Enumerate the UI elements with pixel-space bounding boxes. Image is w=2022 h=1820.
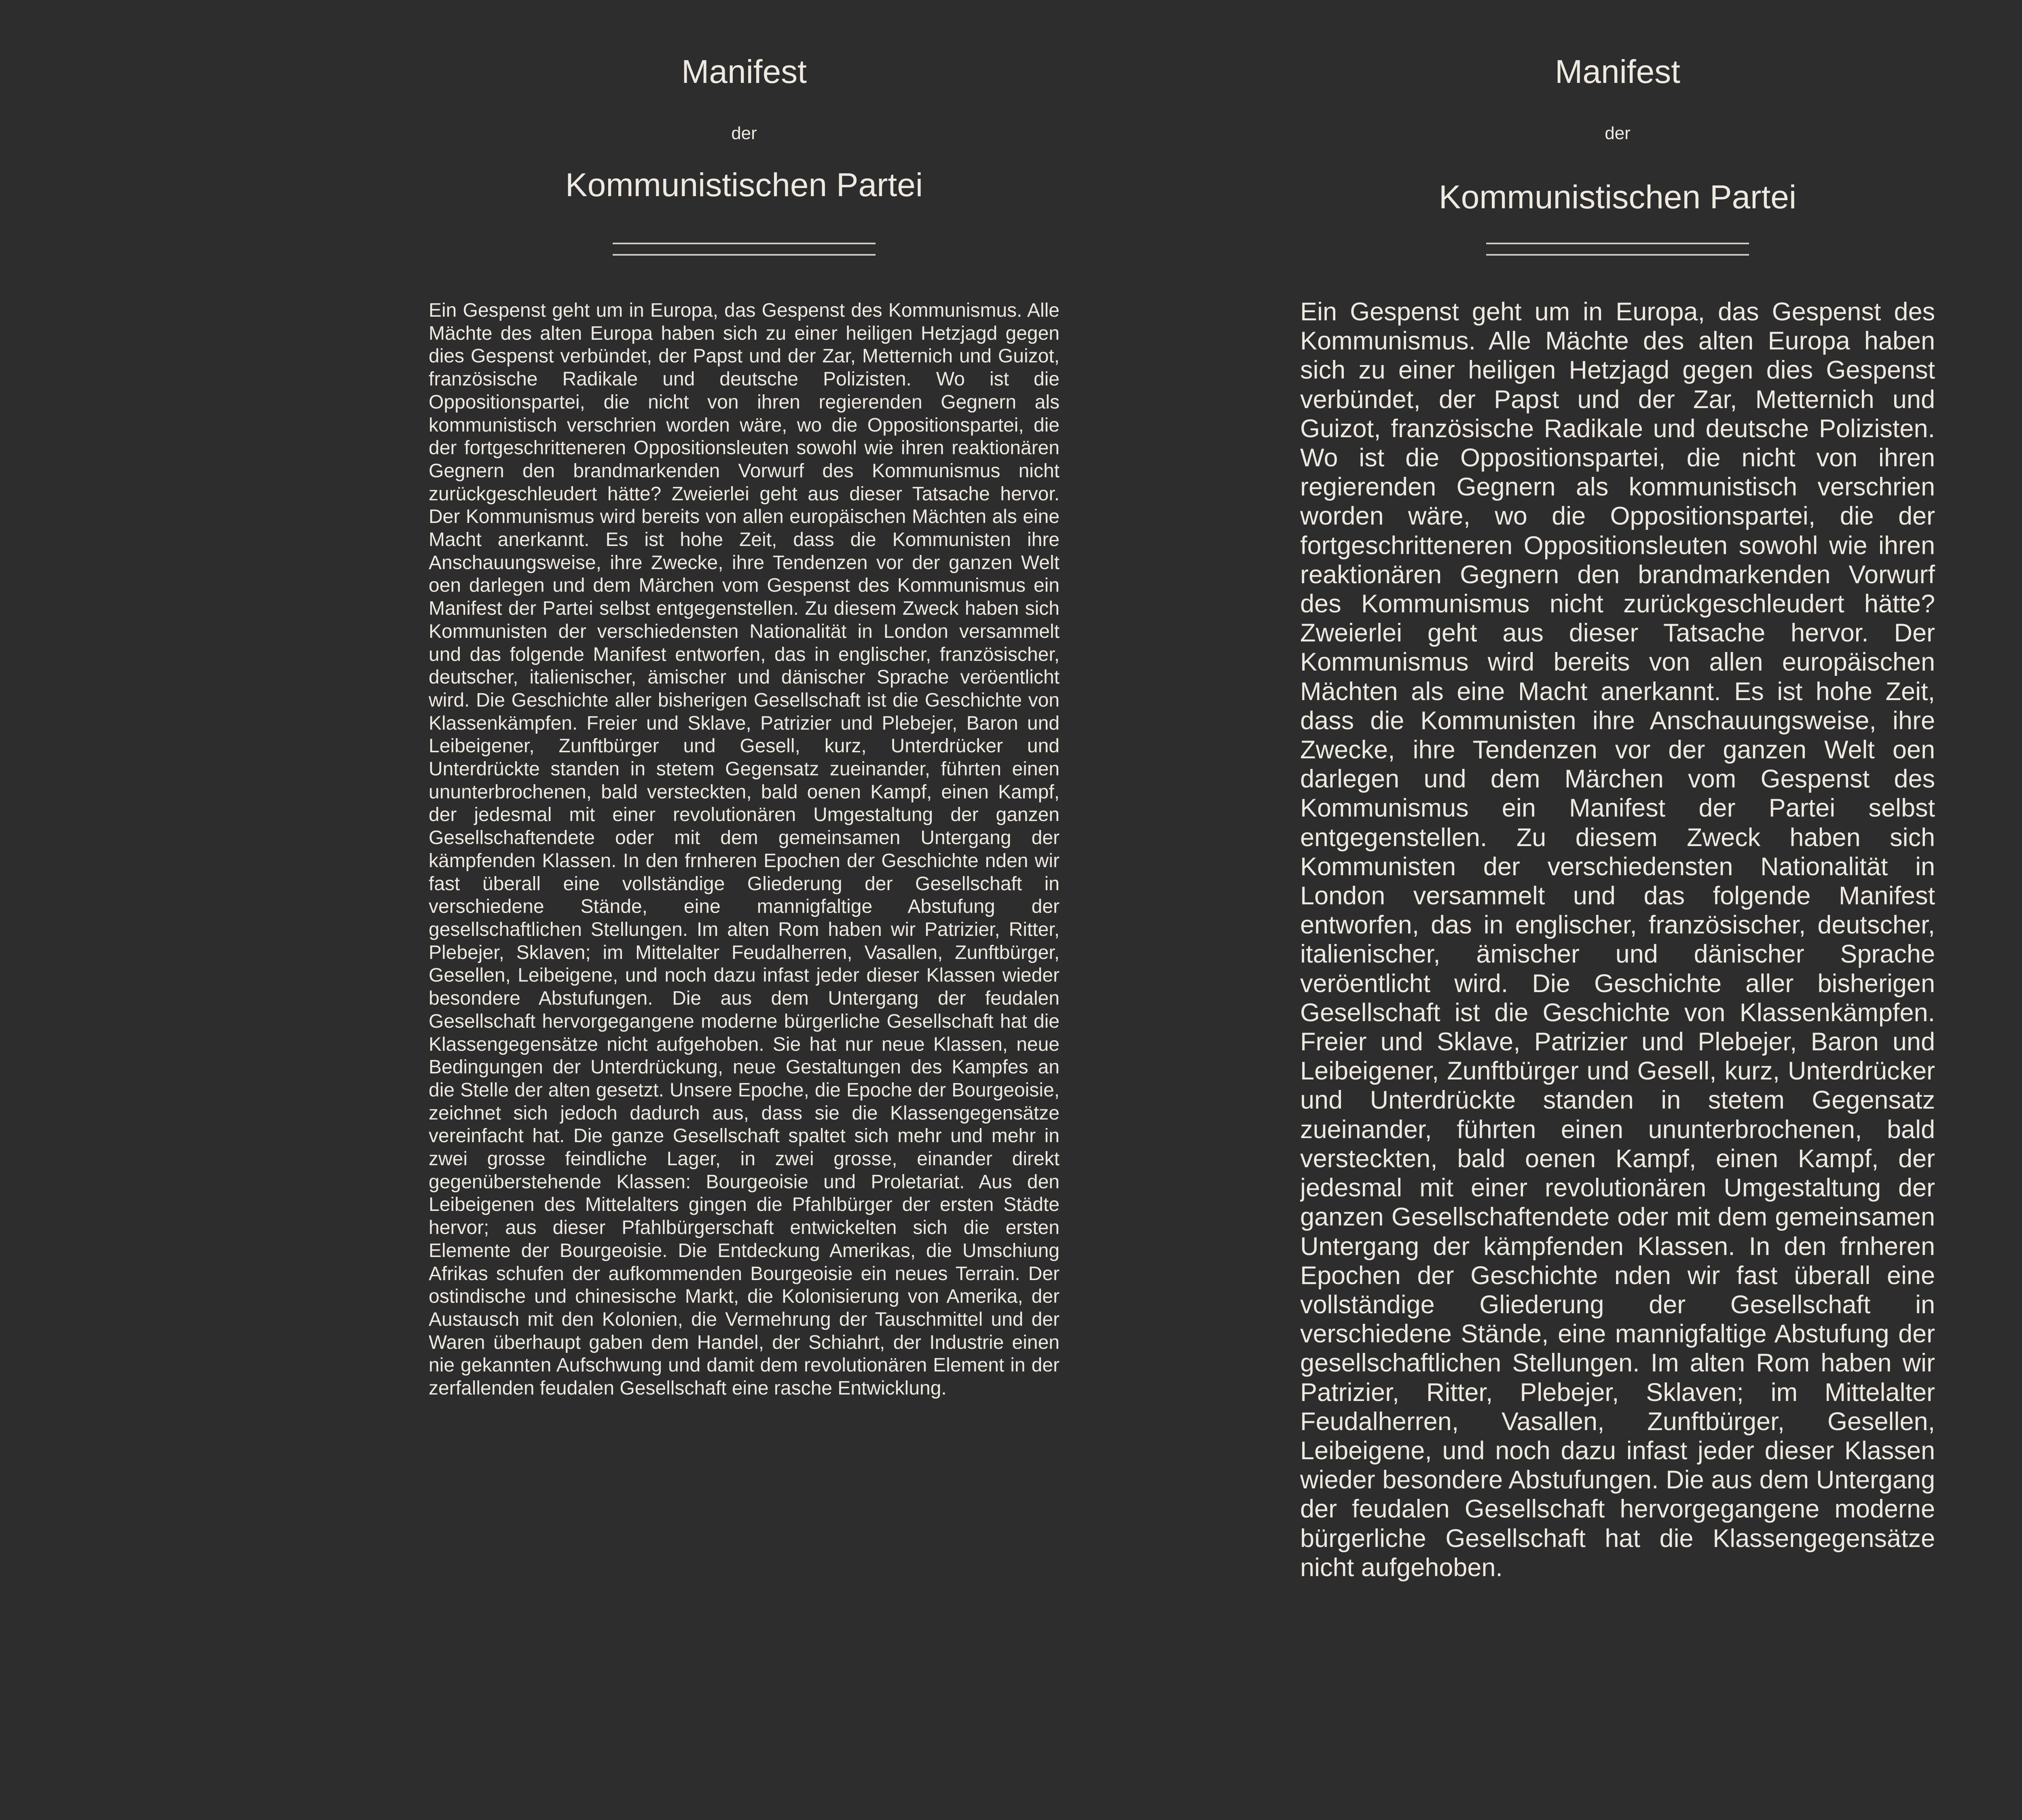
divider-rule-top [1486,243,1749,244]
divider-rule-bottom [613,254,876,256]
column-1 [429,0,1060,1820]
divider-rule-top [613,243,876,244]
body-text: Ein Gespenst geht um in Europa, das Gespenst des Kommunismus. Alle Mächte des alten Europa haben sich zu einer heiligen Hetzjagd gegen dies Gespenst verbündet, der Papst und der Zar, Metternich und Guizot, französische Radikale und deutsche Polizisten. Wo ist die Oppositionspartei, die nicht von ihren regierenden Gegnern als kommunistisch verschrien worden wäre, wo die Oppositionspartei, die der fortgeschritteneren Oppositionsleuten sowohl wie ihren reaktionären Gegnern den brandmarkenden Vorwurf des Kommunismus nicht zurückgeschleudert hätte? Zweierlei geht aus dieser Tatsache hervor. Der Kommunismus wird bereits von allen europäischen Mächten als eine Macht anerkannt. Es ist hohe Zeit, dass die Kommunisten ihre Anschauungsweise, ihre Zwecke, ihre Tendenzen vor der ganzen Welt oen darlegen und dem Märchen vom Gespenst des Kommunismus ein Manifest der Partei selbst entgegenstellen. Zu diesem Zweck haben sich Kommunisten der verschiedensten Nationalität in London versammelt und das folgende Manifest entworfen, das in englischer, französischer, deutscher, italienischer, ämischer und dänischer Sprache veröentlicht wird. Die Geschichte aller bisherigen Gesellschaft ist die Geschichte von Klassenkämpfen. Freier und Sklave, Patrizier und Plebejer, Baron und Leibeigener, Zunftbürger und Gesell, kurz, Unterdrücker und Unterdrückte standen in stetem Gegensatz zueinander, führten einen ununterbrochenen, bald versteckten, bald oenen Kampf, einen Kampf, der jedesmal mit einer revolutionären Umgestaltung der ganzen Gesellschaftendete oder mit dem gemeinsamen Untergang der kämpfenden Klassen. In den frnheren Epochen der Geschichte nden wir fast überall eine vollständige Gliederung der Gesellschaft in verschiedene Stände, eine mannigfaltige Abstufung der gesellschaftlichen Stellungen. Im alten Rom haben wir Patrizier, Ritter, Plebejer, Sklaven; im Mittelalter Feudalherren, Vasallen, Zunftbürger, Gesellen, Leibeigene, und noch dazu infast jeder dieser Klassen wieder besondere Abstufungen. Die aus dem Untergang der feudalen Gesellschaft hervorgegangene moderne bürgerliche Gesellschaft hat die Klassengegensätze nicht aufgehoben. Sie hat nur neue Klassen, neue Bedingungen der Unterdrückung, neue Gestaltungen des Kampfes an die Stelle der alten gesetzt. Unsere Epoche, die Epoche der Bourgeoisie, zeichnet sich jedoch dadurch aus, dass sie die Klassengegensätze vereinfacht hat. Die ganze Gesellschaft spaltet sich mehr und mehr in zwei grosse feindliche Lager, in zwei grosse, einander direkt gegenüberstehende Klassen: Bourgeoisie und Proletariat. Aus den Leibeigenen des Mittelalters gingen die Pfahlbürger der ersten Städte hervor; aus dieser Pfahlbürgerschaft entwickelten sich die ersten Elemente der Bourgeoisie. Die Entdeckung Amerikas, die Umschiung Afrikas schufen der aufkommenden Bourgeoisie ein neues Terrain. Der ostindische und chinesische Markt, die Kolonisierung von Amerika, der Austausch mit den Kolonien, die Vermehrung der Tauschmittel und der Waren überhaupt gaben dem Handel, der Schiahrt, der Industrie einen nie gekannten Aufschwung und damit dem revolutionären Element in der zerfallenden feudalen Gesellschaft eine rasche Entwicklung. [429,300,1060,1399]
title: Manifest [1555,53,1680,90]
title-connector: der [1605,123,1631,143]
subtitle: Kommunistischen Partei [565,167,923,203]
column-2 [1300,0,1935,1820]
title: Manifest [681,53,807,90]
subtitle: Kommunistischen Partei [1438,179,1797,216]
title-connector: der [731,123,757,143]
divider-rule-bottom [1486,254,1749,256]
body-text: Ein Gespenst geht um in Europa, das Gespenst des Kommunismus. Alle Mächte des alten Europa haben sich zu einer heiligen Hetzjagd gegen dies Gespenst verbündet, der Papst und der Zar, Metternich und Guizot, französische Radikale und deutsche Polizisten. Wo ist die Oppositionspartei, die nicht von ihren regierenden Gegnern als kommunistisch verschrien worden wäre, wo die Oppositionspartei, die der fortgeschritteneren Oppositionsleuten sowohl wie ihren reaktionären Gegnern den brandmarkenden Vorwurf des Kommunismus nicht zurückgeschleudert hätte? Zweierlei geht aus dieser Tatsache hervor. Der Kommunismus wird bereits von allen europäischen Mächten als eine Macht anerkannt. Es ist hohe Zeit, dass die Kommunisten ihre Anschauungsweise, ihre Zwecke, ihre Tendenzen vor der ganzen Welt oen darlegen und dem Märchen vom Gespenst des Kommunismus ein Manifest der Partei selbst entgegenstellen. Zu diesem Zweck haben sich Kommunisten der verschiedensten Nationalität in London versammelt und das folgende Manifest entworfen, das in englischer, französischer, deutscher, italienischer, ämischer und dänischer Sprache veröentlicht wird. Die Geschichte aller bisherigen Gesellschaft ist die Geschichte von Klassenkämpfen. Freier und Sklave, Patrizier und Plebejer, Baron und Leibeigener, Zunftbürger und Gesell, kurz, Unterdrücker und Unterdrückte standen in stetem Gegensatz zueinander, führten einen ununterbrochenen, bald versteckten, bald oenen Kampf, einen Kampf, der jedesmal mit einer revolutionären Umgestaltung der ganzen Gesellschaftendete oder mit dem gemeinsamen Untergang der kämpfenden Klassen. In den frnheren Epochen der Geschichte nden wir fast überall eine vollständige Gliederung der Gesellschaft in verschiedene Stände, eine mannigfaltige Abstufung der gesellschaftlichen Stellungen. Im alten Rom haben wir Patrizier, Ritter, Plebejer, Sklaven; im Mittelalter Feudalherren, Vasallen, Zunftbürger, Gesellen, Leibeigene, und noch dazu infast jeder dieser Klassen wieder besondere Abstufungen. Die aus dem Untergang der feudalen Gesellschaft hervorgegangene moderne bürgerliche Gesellschaft hat die Klassengegensätze nicht aufgehoben. [1300,298,1935,1582]
